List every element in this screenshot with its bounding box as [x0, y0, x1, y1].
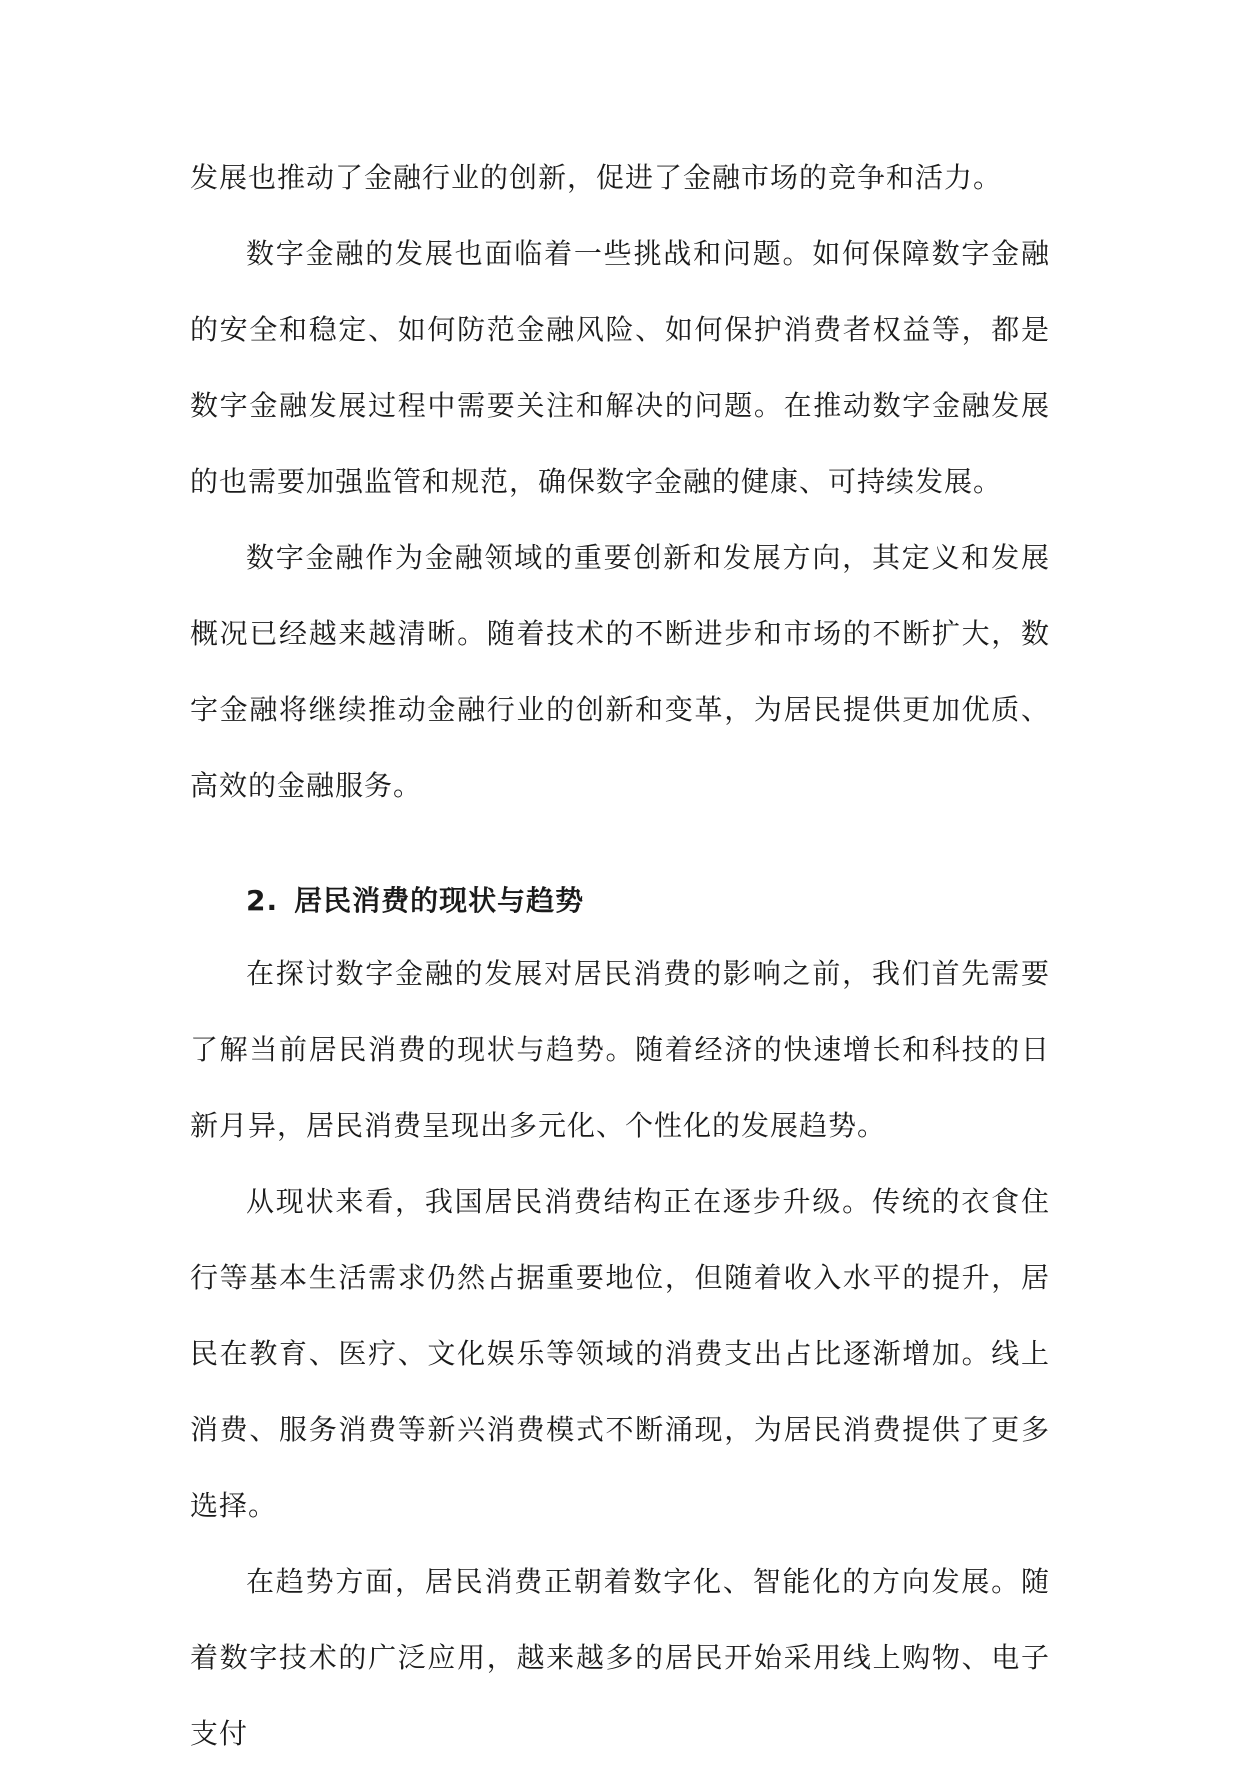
paragraph-summary: 数字金融作为金融领域的重要创新和发展方向，其定义和发展概况已经越来越清晰。随着技术的不断进步和市场的不断扩大，数字金融将继续推动金融行业的创新和变革，为居民提供更加优质、高效的金融服务。 [190, 541, 1050, 802]
paragraph-status: 从现状来看，我国居民消费结构正在逐步升级。传统的衣食住行等基本生活需求仍然占据重要地位，但随着收入水平的提升，居民在教育、医疗、文化娱乐等领域的消费支出占比逐渐增加。线上消费、服务消费等新兴消费模式不断涌现，为居民消费提供了更多选择。 [190, 1185, 1050, 1522]
document-body [190, 140, 1050, 1772]
paragraph-intro: 在探讨数字金融的发展对居民消费的影响之前，我们首先需要了解当前居民消费的现状与趋势。随着经济的快速增长和科技的日新月异，居民消费呈现出多元化、个性化的发展趋势。 [190, 957, 1050, 1142]
paragraph-trend: 在趋势方面，居民消费正朝着数字化、智能化的方向发展。随着数字技术的广泛应用，越来越多的居民开始采用线上购物、电子支付 [190, 1565, 1050, 1750]
section-number: 2. [246, 884, 279, 917]
paragraph-continuation: 发展也推动了金融行业的创新，促进了金融市场的竞争和活力。 [190, 161, 1003, 194]
paragraph-challenges: 数字金融的发展也面临着一些挑战和问题。如何保障数字金融的安全和稳定、如何防范金融风险、如何保护消费者权益等，都是数字金融发展过程中需要关注和解决的问题。在推动数字金融发展的也需要加强监管和规范，确保数字金融的健康、可持续发展。 [190, 237, 1050, 498]
section-title: 居民消费的现状与趋势 [294, 884, 585, 917]
section-heading [190, 866, 1050, 936]
